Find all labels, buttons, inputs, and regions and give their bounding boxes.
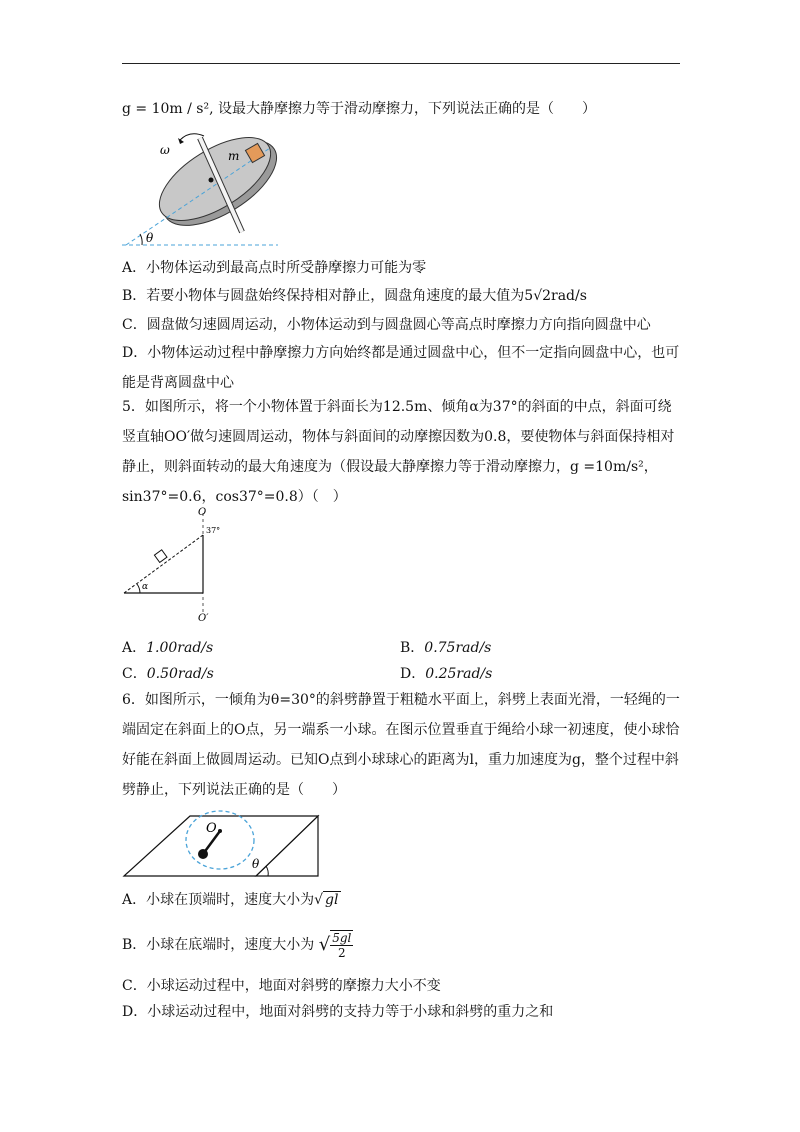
q6-label-theta: θ <box>252 857 260 871</box>
q5-option-c <box>122 664 214 684</box>
q4-option-a: A．小物体运动到最高点时所受静摩擦力可能为零 <box>122 260 427 276</box>
q4-label-theta: θ <box>146 231 154 245</box>
q5-option-c-value: 0.50rad/s <box>146 666 214 682</box>
q5-option-d <box>400 664 492 684</box>
q5-option-a-value: 1.00rad/s <box>146 640 214 656</box>
q6-option-b: B．小球在底端时，速度大小为 √ $\frac{5gl}{2}$ <box>122 931 352 960</box>
q6-option-c: C．小球运动过程中，地面对斜劈的摩擦力大小不变 <box>122 978 441 994</box>
q5-option-d-value: 0.25rad/s <box>425 666 493 682</box>
q4-label-omega: ω <box>160 143 170 157</box>
q6-option-b-denominator: 2 <box>337 946 346 960</box>
q4-option-b: B．若要小物体与圆盘始终保持相对静止，圆盘角速度的最大值为5√2rad/s <box>122 288 587 304</box>
q4-option-d: D．小物体运动过程中静摩擦力方向始终都是通过圆盘中心，但不一定指向圆盘中心，也可能是背离圆盘中心 <box>122 345 680 391</box>
header-rule <box>122 63 680 64</box>
q6-option-b-numerator: 5gl <box>332 931 352 945</box>
q6-option-b-text: B．小球在底端时，速度大小为 <box>122 937 315 953</box>
q4-figure-rotating-disk <box>120 128 280 250</box>
q6-option-a: A．小球在顶端时，速度大小为√ gl <box>122 892 339 908</box>
q5-figure-incline <box>120 505 230 625</box>
q4-stem: g = 10m / s², 设最大静摩擦力等于滑动摩擦力，下列说法正确的是（ ） <box>122 101 596 117</box>
q5-option-d-letter: D． <box>400 666 426 682</box>
q5-option-a <box>122 638 213 658</box>
q5-option-b-letter: B． <box>400 640 425 656</box>
q5-option-a-letter: A． <box>122 640 147 656</box>
q5-label-angle: 37° <box>206 526 221 535</box>
q5-stem: 5．如图所示，将一个小物体置于斜面长为12.5m、倾角α为37°的斜面的中点，斜面可绕竖直轴OO′做匀速圆周运动，物体与斜面间的动摩擦因数为0.8，要使物体与斜面保持相对静止，则斜面转动的最大角速度为（假设最大静摩擦力等于滑动摩擦力，g =10m/s²，sin37°=0.6，cos37°=0.8）（ ） <box>122 399 675 505</box>
q5-option-c-letter: C． <box>122 666 147 682</box>
q4-option-c: C．圆盘做匀速圆周运动，小物体运动到与圆盘圆心等高点时摩擦力方向指向圆盘中心 <box>122 317 651 333</box>
q5-label-o-top: O <box>198 507 207 518</box>
q6-option-a-expr: gl <box>325 892 339 908</box>
q6-option-d: D．小球运动过程中，地面对斜劈的支持力等于小球和斜劈的重力之和 <box>122 1004 554 1020</box>
q6-option-a-text: A．小球在顶端时，速度大小为 <box>122 892 315 908</box>
q6-label-o: O <box>206 821 217 836</box>
q5-option-b-value: 0.75rad/s <box>424 640 492 656</box>
q5-label-alpha: α <box>142 582 149 592</box>
q6-figure-wedge <box>120 796 330 882</box>
q5-option-b <box>400 638 491 658</box>
q4-label-m: m <box>228 149 240 163</box>
q6-stem: 6．如图所示，一倾角为θ=30°的斜劈静置于粗糙水平面上，斜劈上表面光滑，一轻绳的一端固定在斜面上的O点，另一端系一小球。在图示位置垂直于绳给小球一初速度，使小球恰好能在斜面上做圆周运动。已知O点到小球球心的距离为l，重力加速度为g，整个过程中斜劈静止，下列说法正确的是（ ） <box>122 692 680 798</box>
q5-label-o-bottom: O′ <box>198 613 209 624</box>
